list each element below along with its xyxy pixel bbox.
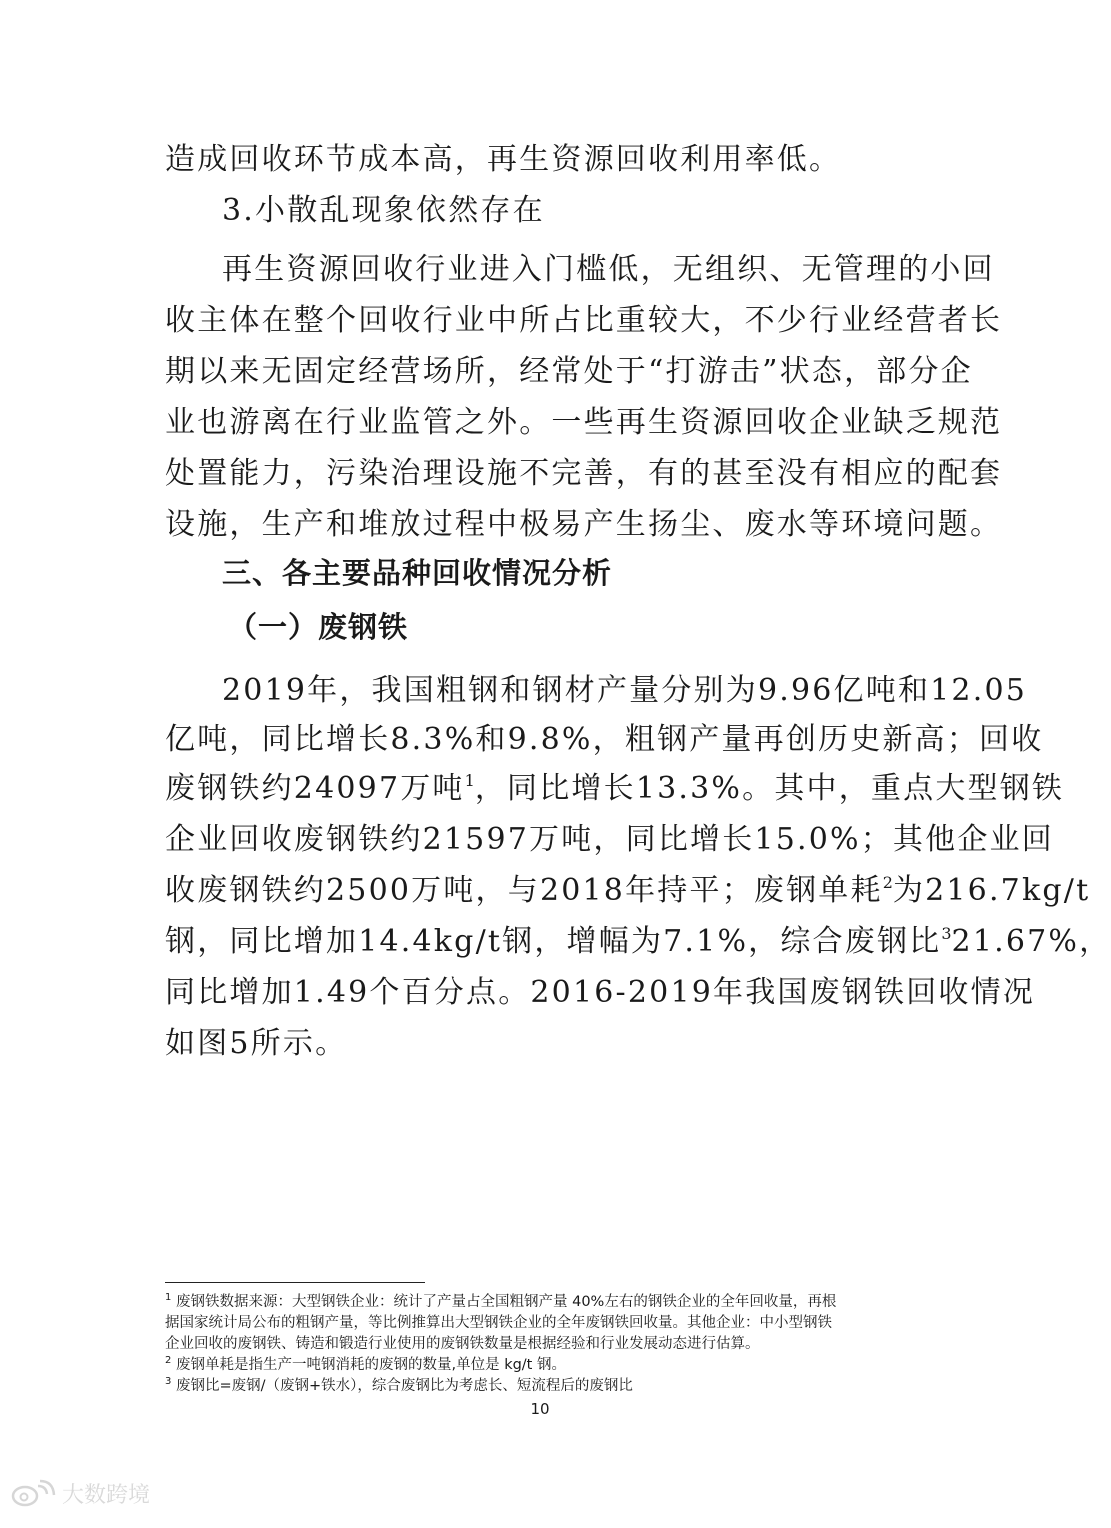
body-line: 如图5所示。	[165, 1026, 348, 1061]
body-line: 再生资源回收行业进入门槛低，无组织、无管理的小回	[222, 252, 995, 287]
page-number: 10	[530, 1400, 550, 1418]
footnote-text: 废钢单耗是指生产一吨钢消耗的废钢的数量,单位是 kg/t 钢。	[175, 1357, 566, 1373]
footnote-number: 1	[165, 1292, 172, 1303]
watermark-text: 大数跨境	[62, 1483, 151, 1508]
body-line: 期以来无固定经营场所，经常处于“打游击”状态，部分企	[165, 354, 973, 389]
body-line	[165, 865, 1091, 916]
text-span: 21.67%，	[951, 924, 1111, 959]
subsection-heading: （一）废钢铁	[228, 610, 409, 644]
body-line: 2019年，我国粗钢和钢材产量分别为9.96亿吨和12.05	[222, 673, 1028, 708]
weibo-logo-icon	[10, 1480, 56, 1508]
body-line: 企业回收废钢铁约21597万吨，同比增长15.0%；其他企业回	[165, 822, 1054, 857]
footnote-1-cont: 企业回收的废钢铁、铸造和锻造行业使用的废钢铁数量是根据经验和行业发展动态进行估算。	[165, 1336, 760, 1352]
footnote-text: 废钢比=废钢/（废钢+铁水），综合废钢比为考虑长、短流程后的废钢比	[175, 1378, 633, 1394]
watermark	[10, 1478, 150, 1509]
body-line: 收主体在整个回收行业中所占比重较大，不少行业经营者长	[165, 303, 1003, 338]
body-line: 同比增加1.49个百分点。2016-2019年我国废钢铁回收情况	[165, 975, 1036, 1010]
footnote-ref-1: 1	[464, 771, 475, 790]
body-line: 处置能力，污染治理设施不完善，有的甚至没有相应的配套	[165, 456, 1003, 491]
footnote-3	[165, 1376, 925, 1397]
footnote-divider	[165, 1282, 425, 1283]
body-line: 设施，生产和堆放过程中极易产生扬尘、废水等环境问题。	[165, 507, 1003, 542]
section-heading: 三、各主要品种回收情况分析	[222, 556, 613, 590]
text-span: 收废钢铁约2500万吨，与2018年持平；废钢单耗	[165, 873, 883, 908]
text-span: ，同比增长13.3%。其中，重点大型钢铁	[474, 771, 1065, 806]
body-line: 造成回收环节成本高，再生资源回收利用率低。	[165, 142, 842, 177]
footnote-ref-3: 3	[941, 924, 952, 943]
text-span: 为216.7kg/t	[892, 873, 1091, 908]
text-span: 废钢铁约24097万吨	[165, 771, 465, 806]
footnote-text: 废钢铁数据来源：大型钢铁企业：统计了产量占全国粗钢产量 40%左右的钢铁企业的全年回收量，再根	[175, 1294, 837, 1310]
footnote-number: 2	[165, 1355, 172, 1366]
subsection-title: 3.小散乱现象依然存在	[222, 193, 545, 228]
footnote-1-cont: 据国家统计局公布的粗钢产量，等比例推算出大型钢铁企业的全年废钢铁回收量。其他企业：中小型钢铁	[165, 1315, 832, 1331]
body-line	[165, 916, 1111, 967]
body-line	[165, 763, 1065, 814]
footnote-ref-2: 2	[882, 873, 893, 892]
footnote-2	[165, 1355, 925, 1376]
body-line: 业也游离在行业监管之外。一些再生资源回收企业缺乏规范	[165, 405, 1003, 440]
text-span: 钢，同比增加14.4kg/t钢，增幅为7.1%，综合废钢比	[165, 924, 942, 959]
footnote-1	[165, 1292, 925, 1313]
body-line: 亿吨，同比增长8.3%和9.8%，粗钢产量再创历史新高；回收	[165, 722, 1044, 757]
footnote-number: 3	[165, 1376, 172, 1387]
